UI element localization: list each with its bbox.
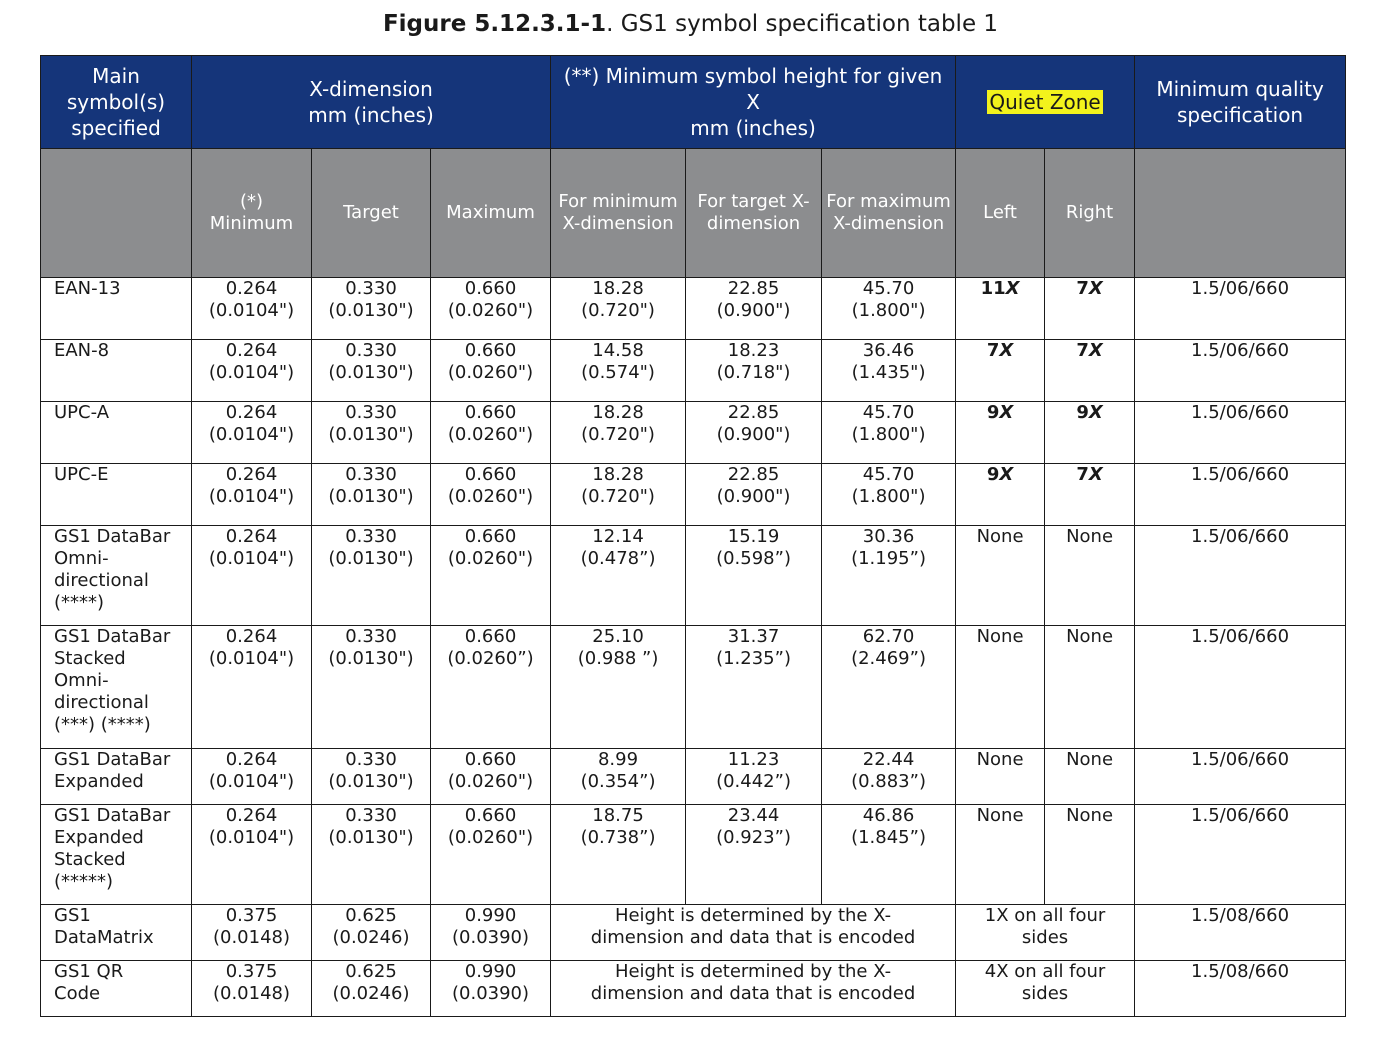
- h-target-mm: 18.23: [727, 340, 780, 361]
- h-max-cell: [822, 749, 956, 805]
- table-row: [41, 805, 1346, 905]
- h-target-mm: 31.37: [727, 626, 780, 647]
- x-max-mm: 0.660: [464, 402, 517, 423]
- h-min-cell: [551, 464, 686, 526]
- x-max-cell: [431, 526, 551, 626]
- table-row: [41, 464, 1346, 526]
- table-row: [41, 961, 1346, 1017]
- quiet-zone-right: [1045, 340, 1135, 402]
- x-target-mm: 0.330: [345, 402, 397, 423]
- symbol-name-line: Expanded: [54, 771, 144, 792]
- h-min-in: (0.478”): [580, 548, 656, 569]
- header-x-dimension-line1: X-dimension: [309, 77, 433, 101]
- h-max-mm: 30.36: [862, 526, 915, 547]
- symbol-name: EAN-8: [41, 340, 192, 402]
- x-min-cell: [192, 526, 312, 626]
- symbol-name: UPC-E: [41, 464, 192, 526]
- x-min-in: (0.0104"): [208, 424, 295, 445]
- quality-spec: 1.5/06/660: [1135, 526, 1346, 626]
- h-min-in: (0.720"): [581, 424, 655, 445]
- symbol-name: EAN-13: [41, 278, 192, 340]
- header-min-height-line2: mm (inches): [690, 116, 816, 140]
- x-min-in: (0.0104"): [208, 771, 295, 792]
- x-target-cell: [312, 626, 431, 749]
- h-max-cell: [822, 340, 956, 402]
- h-target-mm: 22.85: [727, 464, 780, 485]
- quiet-zone-right: [1045, 402, 1135, 464]
- h-max-in: (0.883”): [851, 771, 926, 792]
- quality-spec: 1.5/06/660: [1135, 340, 1346, 402]
- x-target-in: (0.0130"): [328, 300, 414, 321]
- h-max-in: (2.469”): [851, 648, 926, 669]
- symbol-name-line: Code: [54, 983, 101, 1004]
- qz-left-num: 9: [986, 464, 1000, 485]
- h-min-mm: 12.14: [592, 526, 644, 547]
- h-target-cell: [686, 464, 822, 526]
- symbol-name-line: GS1 DataBar: [54, 626, 171, 647]
- h-min-mm: 8.99: [597, 749, 639, 770]
- x-target-mm: 0.330: [345, 805, 397, 826]
- quiet-zone-left: [956, 340, 1045, 402]
- quiet-zone-right: [1045, 464, 1135, 526]
- h-min-in: (0.720"): [581, 486, 655, 507]
- x-max-mm: 0.660: [464, 805, 517, 826]
- subheader-left: Left: [956, 149, 1045, 278]
- header-x-dimension: [192, 56, 551, 149]
- h-min-cell: [551, 749, 686, 805]
- qz-right-num: 7: [1076, 464, 1089, 485]
- subheader-for-min: For minimum X-dimension: [551, 149, 686, 278]
- symbol-name-line: (*****): [54, 871, 114, 892]
- x-target-in: (0.0246): [332, 927, 410, 948]
- subheader-empty-name: [41, 149, 192, 278]
- subheader-empty-quality: [1135, 149, 1346, 278]
- h-target-cell: [686, 402, 822, 464]
- qz-left-unit: X: [1005, 278, 1020, 299]
- x-min-in: (0.0104"): [208, 548, 295, 569]
- quality-spec: 1.5/06/660: [1135, 402, 1346, 464]
- x-target-cell: [312, 526, 431, 626]
- subheader-minimum: [192, 149, 312, 278]
- table-row: [41, 526, 1346, 626]
- x-max-in: (0.0260"): [447, 486, 534, 507]
- height-note-line1: Height is determined by the X-: [614, 961, 892, 982]
- h-max-mm: 46.86: [862, 805, 915, 826]
- x-min-cell: [192, 805, 312, 905]
- symbol-name-line: Omni-: [54, 670, 109, 691]
- symbol-name: UPC-A: [41, 402, 192, 464]
- symbol-name-line: Expanded: [54, 827, 144, 848]
- symbol-name-line: Omni-: [54, 548, 109, 569]
- qz-left-unit: X: [999, 464, 1014, 485]
- x-min-cell: [192, 278, 312, 340]
- x-target-in: (0.0130"): [328, 362, 414, 383]
- x-max-mm: 0.660: [464, 749, 517, 770]
- x-max-in: (0.0390): [452, 983, 530, 1004]
- h-max-in: (1.845”): [851, 827, 926, 848]
- h-max-mm: 45.70: [862, 464, 915, 485]
- h-min-mm: 14.58: [592, 340, 644, 361]
- x-target-mm: 0.330: [345, 464, 397, 485]
- h-max-cell: [822, 402, 956, 464]
- x-min-in: (0.0148): [212, 983, 291, 1004]
- symbol-name: [41, 805, 192, 905]
- x-max-in: (0.0260"): [447, 827, 534, 848]
- h-max-mm: 45.70: [862, 278, 915, 299]
- x-target-mm: 0.330: [345, 278, 397, 299]
- x-min-in: (0.0104"): [208, 648, 295, 669]
- h-target-mm: 22.85: [727, 278, 780, 299]
- symbol-name: [41, 526, 192, 626]
- x-max-in: (0.0260"): [447, 362, 534, 383]
- header-min-quality: Minimum quality specification: [1135, 56, 1346, 149]
- h-min-mm: 18.28: [592, 402, 644, 423]
- x-max-mm: 0.660: [464, 340, 517, 361]
- x-max-cell: [431, 278, 551, 340]
- symbol-name-line: Stacked: [54, 648, 126, 669]
- h-max-in: (1.800"): [851, 424, 926, 445]
- qz-right-num: 9: [1076, 402, 1089, 423]
- h-min-cell: [551, 526, 686, 626]
- qz-left-unit: X: [999, 402, 1014, 423]
- subheader-right: Right: [1045, 149, 1135, 278]
- x-min-mm: 0.375: [225, 961, 278, 982]
- quiet-zone-note: [956, 905, 1135, 961]
- x-target-mm: 0.330: [345, 340, 397, 361]
- x-target-in: (0.0130"): [328, 486, 414, 507]
- h-min-in: (0.354”): [580, 771, 656, 792]
- symbol-name-line: (****): [54, 592, 105, 613]
- quiet-zone-highlight: Quiet Zone: [989, 90, 1101, 114]
- x-min-in: (0.0148): [212, 927, 291, 948]
- quiet-zone-left: [956, 464, 1045, 526]
- x-max-mm: 0.660: [464, 626, 517, 647]
- x-min-in: (0.0104"): [208, 827, 295, 848]
- h-max-mm: 22.44: [862, 749, 915, 770]
- x-target-mm: 0.625: [345, 961, 397, 982]
- spec-table: [40, 55, 1346, 1017]
- x-target-in: (0.0130"): [328, 548, 414, 569]
- x-target-cell: [312, 464, 431, 526]
- header-row-primary: [41, 56, 1346, 149]
- quiet-note-line2: sides: [1021, 983, 1069, 1004]
- h-min-mm: 18.28: [592, 278, 644, 299]
- table-row: [41, 626, 1346, 749]
- qz-right-num: 7: [1076, 278, 1089, 299]
- h-target-cell: [686, 278, 822, 340]
- quality-spec: 1.5/08/660: [1135, 961, 1346, 1017]
- h-min-in: (0.720"): [581, 300, 655, 321]
- height-note: [551, 905, 956, 961]
- height-note-line2: dimension and data that is encoded: [590, 927, 916, 948]
- qz-left-num: 9: [986, 402, 1000, 423]
- x-min-cell: [192, 402, 312, 464]
- h-max-in: (1.800"): [851, 486, 926, 507]
- x-max-mm: 0.660: [464, 278, 517, 299]
- h-target-in: (0.900"): [716, 424, 791, 445]
- subheader-minimum-label: Minimum: [209, 213, 294, 234]
- x-min-mm: 0.264: [225, 749, 278, 770]
- quiet-note-line2: sides: [1021, 927, 1069, 948]
- symbol-name: [41, 905, 192, 961]
- x-min-cell: [192, 749, 312, 805]
- h-target-mm: 11.23: [727, 749, 780, 770]
- quiet-zone-right: [1045, 278, 1135, 340]
- table-row: [41, 749, 1346, 805]
- quality-spec: 1.5/06/660: [1135, 626, 1346, 749]
- x-target-cell: [312, 340, 431, 402]
- x-max-mm: 0.990: [464, 905, 517, 926]
- symbol-name-line: Stacked: [54, 849, 126, 870]
- x-min-in: (0.0104"): [208, 486, 295, 507]
- x-target-cell: [312, 278, 431, 340]
- h-min-in: (0.988 ”): [577, 648, 659, 669]
- quiet-zone-left: None: [956, 626, 1045, 749]
- table-row: [41, 402, 1346, 464]
- x-max-in: (0.0390): [452, 927, 530, 948]
- h-target-mm: 22.85: [727, 402, 780, 423]
- h-min-in: (0.574"): [581, 362, 655, 383]
- height-note-line1: Height is determined by the X-: [614, 905, 892, 926]
- h-min-cell: [551, 278, 686, 340]
- symbol-name-line: GS1: [54, 905, 91, 926]
- x-max-cell: [431, 749, 551, 805]
- symbol-name: [41, 961, 192, 1017]
- header-row-secondary: [41, 149, 1346, 278]
- header-quiet-zone: [956, 56, 1135, 149]
- header-min-height: [551, 56, 956, 149]
- caption-separator: .: [606, 11, 621, 37]
- quiet-note-line1: 4X on all four: [984, 961, 1106, 982]
- h-target-in: (0.900"): [716, 486, 791, 507]
- x-max-cell: [431, 805, 551, 905]
- h-min-cell: [551, 805, 686, 905]
- x-max-mm: 0.660: [464, 526, 517, 547]
- quiet-zone-left: [956, 278, 1045, 340]
- symbol-name-line: DataMatrix: [54, 927, 154, 948]
- x-min-mm: 0.264: [225, 526, 278, 547]
- h-max-cell: [822, 278, 956, 340]
- qz-left-num: 11: [980, 278, 1006, 299]
- h-min-mm: 25.10: [592, 626, 644, 647]
- h-max-cell: [822, 805, 956, 905]
- x-max-in: (0.0260"): [447, 424, 534, 445]
- quiet-note-line1: 1X on all four: [984, 905, 1106, 926]
- qz-right-unit: X: [1088, 402, 1103, 423]
- header-main-symbol: Main symbol(s) specified: [41, 56, 192, 149]
- x-max-mm: 0.990: [464, 961, 517, 982]
- table-row: [41, 278, 1346, 340]
- quiet-zone-right: None: [1045, 626, 1135, 749]
- h-max-mm: 62.70: [862, 626, 915, 647]
- quiet-zone-left: None: [956, 805, 1045, 905]
- x-min-cell: [192, 626, 312, 749]
- h-target-cell: [686, 805, 822, 905]
- h-target-cell: [686, 626, 822, 749]
- x-target-mm: 0.330: [345, 749, 397, 770]
- x-target-in: (0.0246): [332, 983, 410, 1004]
- quiet-zone-left: [956, 402, 1045, 464]
- figure-title: GS1 symbol specification table 1: [620, 11, 999, 37]
- x-target-cell: [312, 402, 431, 464]
- h-target-in: (0.442”): [716, 771, 791, 792]
- x-min-cell: [192, 905, 312, 961]
- h-max-cell: [822, 464, 956, 526]
- x-target-mm: 0.330: [345, 626, 397, 647]
- x-target-in: (0.0130"): [328, 771, 414, 792]
- x-max-cell: [431, 402, 551, 464]
- h-target-mm: 23.44: [727, 805, 780, 826]
- x-target-cell: [312, 961, 431, 1017]
- h-min-cell: [551, 402, 686, 464]
- symbol-name-line: GS1 DataBar: [54, 749, 171, 770]
- subheader-minimum-note: (*): [239, 191, 264, 212]
- h-target-cell: [686, 749, 822, 805]
- quality-spec: 1.5/06/660: [1135, 278, 1346, 340]
- qz-right-unit: X: [1088, 278, 1103, 299]
- x-min-cell: [192, 961, 312, 1017]
- x-target-cell: [312, 905, 431, 961]
- symbol-name: [41, 749, 192, 805]
- header-x-dimension-line2: mm (inches): [308, 103, 434, 127]
- qz-right-unit: X: [1088, 340, 1103, 361]
- h-max-in: (1.800"): [851, 300, 926, 321]
- x-min-mm: 0.264: [225, 805, 278, 826]
- h-max-mm: 36.46: [862, 340, 915, 361]
- quiet-zone-left: None: [956, 749, 1045, 805]
- height-note: [551, 961, 956, 1017]
- qz-left-num: 7: [986, 340, 1000, 361]
- symbol-name-line: directional: [54, 570, 149, 591]
- h-target-cell: [686, 340, 822, 402]
- x-target-in: (0.0130"): [328, 827, 414, 848]
- x-min-mm: 0.264: [225, 278, 278, 299]
- h-target-cell: [686, 526, 822, 626]
- h-target-in: (1.235”): [716, 648, 791, 669]
- subheader-for-max: For maximum X-dimension: [822, 149, 956, 278]
- quiet-zone-right: None: [1045, 526, 1135, 626]
- x-max-in: (0.0260"): [447, 771, 534, 792]
- h-max-cell: [822, 526, 956, 626]
- quiet-zone-right: None: [1045, 805, 1135, 905]
- x-min-cell: [192, 340, 312, 402]
- h-min-cell: [551, 626, 686, 749]
- x-target-cell: [312, 805, 431, 905]
- x-min-cell: [192, 464, 312, 526]
- height-note-line2: dimension and data that is encoded: [590, 983, 916, 1004]
- quality-spec: 1.5/06/660: [1135, 464, 1346, 526]
- h-min-in: (0.738”): [580, 827, 656, 848]
- h-target-in: (0.900"): [716, 300, 791, 321]
- table-row: [41, 905, 1346, 961]
- h-max-mm: 45.70: [862, 402, 915, 423]
- subheader-maximum: Maximum: [431, 149, 551, 278]
- symbol-name-line: (***) (****): [54, 714, 151, 735]
- x-min-mm: 0.264: [225, 626, 278, 647]
- quality-spec: 1.5/06/660: [1135, 749, 1346, 805]
- h-max-cell: [822, 626, 956, 749]
- x-max-cell: [431, 340, 551, 402]
- qz-left-unit: X: [999, 340, 1014, 361]
- table-row: [41, 340, 1346, 402]
- symbol-name-line: GS1 QR: [54, 961, 124, 982]
- x-target-in: (0.0130"): [328, 424, 414, 445]
- x-max-cell: [431, 464, 551, 526]
- quiet-zone-right: None: [1045, 749, 1135, 805]
- h-max-in: (1.195”): [851, 548, 926, 569]
- x-min-mm: 0.264: [225, 402, 278, 423]
- x-min-mm: 0.375: [225, 905, 278, 926]
- x-min-in: (0.0104"): [208, 362, 295, 383]
- x-max-cell: [431, 626, 551, 749]
- qz-right-num: 7: [1076, 340, 1089, 361]
- x-max-in: (0.0260"): [447, 300, 534, 321]
- subheader-for-target: For target X-dimension: [686, 149, 822, 278]
- h-min-cell: [551, 340, 686, 402]
- symbol-name-line: GS1 DataBar: [54, 526, 171, 547]
- symbol-name-line: GS1 DataBar: [54, 805, 171, 826]
- x-target-in: (0.0130"): [328, 648, 414, 669]
- x-max-mm: 0.660: [464, 464, 517, 485]
- h-max-in: (1.435"): [851, 362, 926, 383]
- h-target-in: (0.598”): [716, 548, 791, 569]
- x-max-in: (0.0260"): [447, 548, 534, 569]
- x-min-mm: 0.264: [225, 340, 278, 361]
- x-max-cell: [431, 961, 551, 1017]
- figure-number: Figure 5.12.3.1-1: [382, 11, 607, 37]
- symbol-name: [41, 626, 192, 749]
- h-min-mm: 18.28: [592, 464, 644, 485]
- h-target-in: (0.923”): [716, 827, 791, 848]
- x-target-cell: [312, 749, 431, 805]
- quiet-zone-note: [956, 961, 1135, 1017]
- h-min-mm: 18.75: [592, 805, 644, 826]
- h-target-in: (0.718"): [716, 362, 791, 383]
- h-target-mm: 15.19: [727, 526, 780, 547]
- x-min-in: (0.0104"): [208, 300, 295, 321]
- x-min-mm: 0.264: [225, 464, 278, 485]
- header-min-height-line1: (**) Minimum symbol height for given X: [563, 64, 943, 114]
- subheader-target: Target: [312, 149, 431, 278]
- quiet-zone-left: None: [956, 526, 1045, 626]
- x-target-mm: 0.625: [345, 905, 397, 926]
- x-target-mm: 0.330: [345, 526, 397, 547]
- quality-spec: 1.5/06/660: [1135, 805, 1346, 905]
- quality-spec: 1.5/08/660: [1135, 905, 1346, 961]
- symbol-name-line: directional: [54, 692, 149, 713]
- figure-caption: [0, 8, 1381, 40]
- x-max-in: (0.0260”): [447, 648, 534, 669]
- qz-right-unit: X: [1088, 464, 1103, 485]
- x-max-cell: [431, 905, 551, 961]
